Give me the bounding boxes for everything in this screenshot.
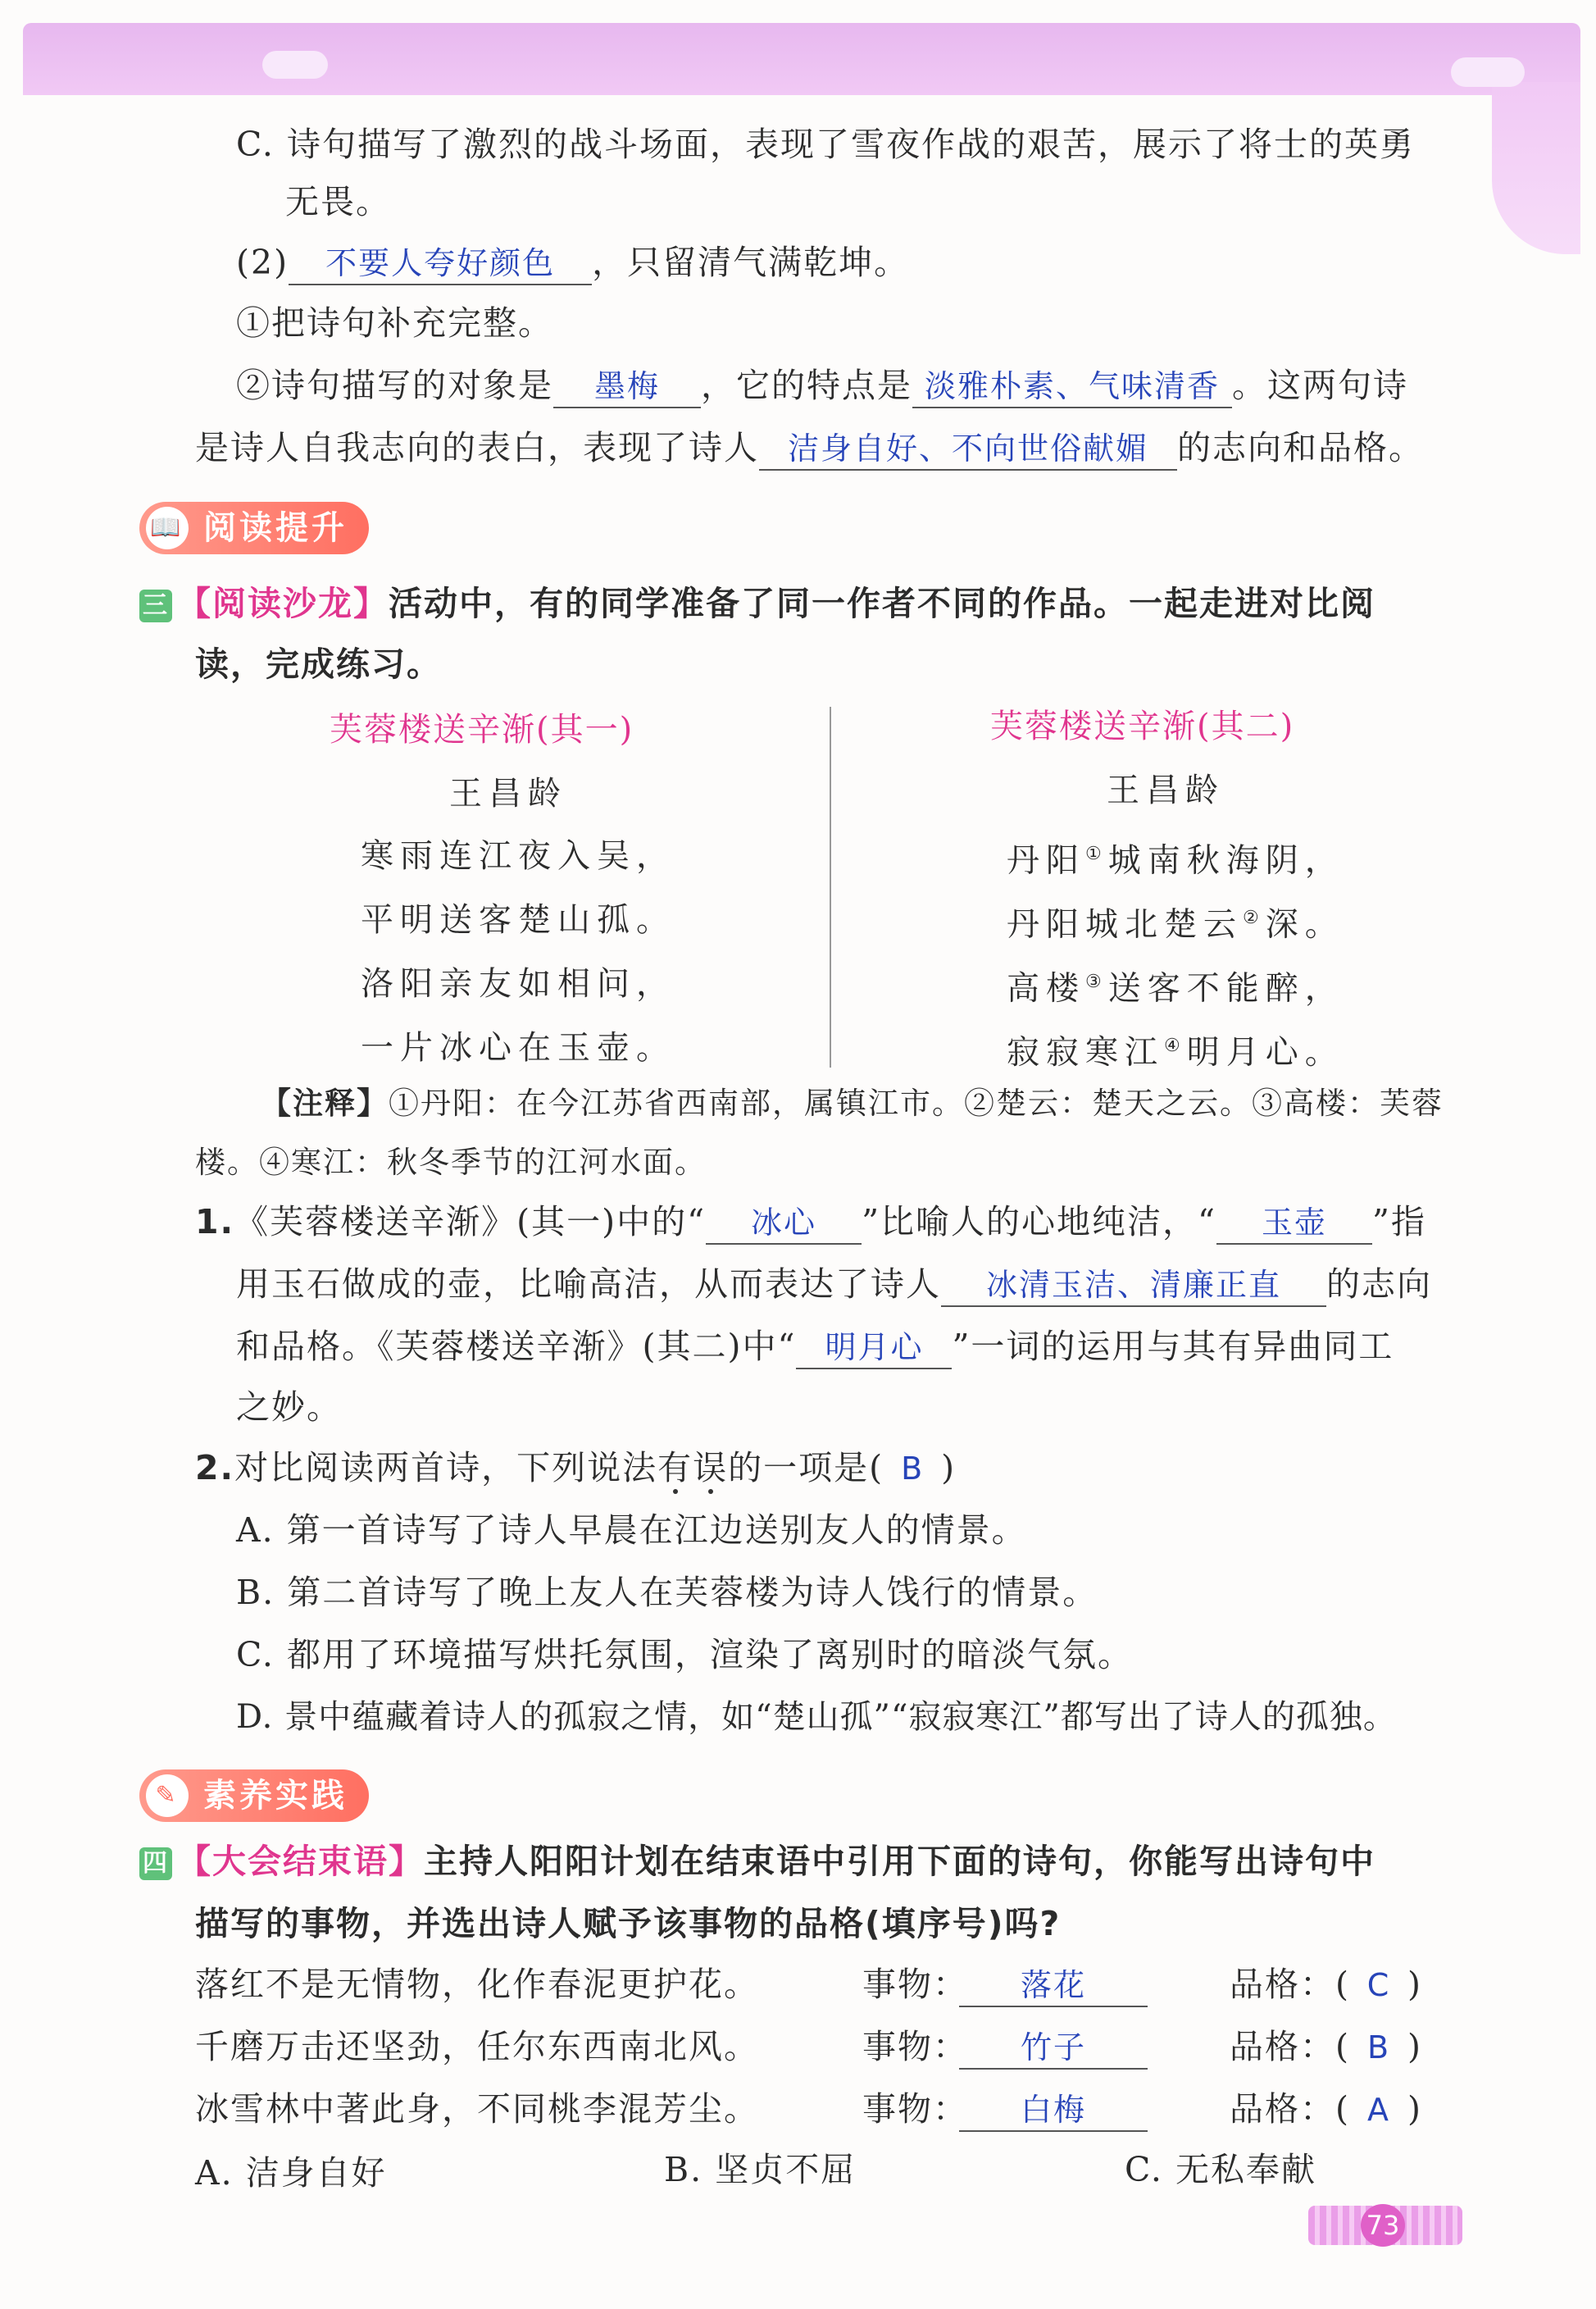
question-2-prefix: (2)	[236, 243, 289, 282]
choice-b: B. 坚贞不屈	[664, 2150, 857, 2189]
option-a: A. 第一首诗写了诗人早晨在江边送别友人的情景。	[236, 1510, 1027, 1550]
poem1-line: 寒雨连江夜入吴，	[361, 837, 675, 875]
question-2-suffix: ，只留清气满乾坤。	[592, 243, 910, 282]
question-3-intro	[139, 581, 1375, 626]
answer-blank[interactable]: 白梅	[959, 2089, 1148, 2132]
quality-answer	[1230, 1961, 1422, 2008]
answer-choice[interactable]: B	[1366, 2029, 1391, 2065]
question-2-mc	[195, 1445, 956, 1492]
section-title: 素养实践	[203, 1777, 348, 1815]
poem1-author: 王昌龄	[449, 775, 567, 813]
answer-blank[interactable]: 冰心	[706, 1202, 862, 1245]
notes-line1	[261, 1081, 1444, 1127]
question-number: 三	[139, 590, 172, 622]
text: 明月心。	[1186, 1033, 1344, 1072]
text: 。这两句诗	[1232, 366, 1408, 405]
text: )	[1407, 2027, 1422, 2066]
answer-choice[interactable]: B	[901, 1451, 925, 1487]
sub-question-2	[236, 362, 1408, 408]
text: 用玉石做成的壶，比喻高洁，从而表达了诗人	[236, 1264, 941, 1304]
notes-tag: 【注释】	[261, 1086, 389, 1121]
answer-blank[interactable]: 玉壶	[1216, 1202, 1372, 1245]
section-title: 阅读提升	[203, 509, 348, 547]
text: 《芙蓉楼送辛渐》(其一)中的“	[234, 1202, 707, 1241]
text: ”比喻人的心地纯洁，“	[862, 1202, 1216, 1241]
sub-question-2-cont	[195, 425, 1424, 471]
text: 的志向和品格。	[1177, 428, 1424, 467]
thing-answer	[959, 2086, 1148, 2132]
choice-c: C. 无私奉献	[1125, 2150, 1316, 2189]
option-c: C. 都用了环境描写烘托氛围，渲染了离别时的暗淡气氛。	[236, 1635, 1133, 1674]
poem-divider	[830, 707, 831, 1068]
text: ”一词的运用与其有异曲同工	[952, 1327, 1394, 1366]
choice-a: A. 洁身自好	[195, 2153, 387, 2193]
text: )	[1407, 1965, 1422, 2004]
quality-answer	[1230, 2086, 1422, 2133]
question-number: 2.	[195, 1448, 235, 1487]
text: 高楼	[1007, 969, 1085, 1008]
text: )	[941, 1448, 957, 1487]
text: 丹阳	[1007, 841, 1085, 880]
note-mark: ③	[1085, 972, 1108, 992]
book-icon: 📖	[146, 507, 189, 549]
option-d: D. 景中蕴藏着诗人的孤寂之情，如“楚山孤”“寂寂寒江”都写出了诗人的孤独。	[236, 1698, 1397, 1736]
text: 丹阳城北楚云	[1007, 905, 1243, 944]
poem2-line	[1007, 959, 1344, 1011]
text: 和品格。《芙蓉楼送辛渐》(其二)中“	[236, 1327, 797, 1366]
answer-blank[interactable]: 不要人夸好颜色	[289, 243, 592, 285]
question-tag: 【大会结束语】	[177, 1842, 424, 1881]
answer-blank[interactable]: 淡雅朴素、气味清香	[912, 366, 1232, 408]
question-number: 1.	[195, 1202, 235, 1241]
text: 是诗人自我志向的表白，表现了诗人	[195, 428, 759, 467]
sub-question-1: ①把诗句补充完整。	[236, 303, 553, 343]
poem2-title: 芙蓉楼送辛渐(其二)	[990, 708, 1295, 745]
quality-answer	[1230, 2024, 1422, 2070]
answer-blank[interactable]: 洁身自好、不向世俗献媚	[759, 428, 1177, 471]
pencil-icon: ✎	[146, 1774, 189, 1817]
question-4-intro-cont: 描写的事物，并选出诗人赋予该事物的品格(填序号)吗?	[195, 1904, 1062, 1943]
option-c-line2: 无畏。	[285, 182, 391, 221]
poem-row: 冰雪林中著此身，不同桃李混芳尘。	[195, 2089, 759, 2129]
text: 城南秋海阴，	[1107, 841, 1344, 880]
text: )	[1407, 2089, 1422, 2129]
question-3-intro-cont: 读，完成练习。	[195, 644, 442, 684]
poem1-line: 洛阳亲友如相问，	[361, 965, 675, 1003]
poem1-line: 一片冰心在玉壶。	[361, 1029, 675, 1067]
poem1-title: 芙蓉楼送辛渐(其一)	[330, 711, 634, 749]
text: 送客不能醉，	[1107, 969, 1344, 1008]
answer-blank[interactable]: 明月心	[796, 1327, 952, 1369]
question-2-fill	[236, 239, 909, 285]
answer-blank[interactable]: 落花	[959, 1965, 1148, 2007]
poem-row: 落红不是无情物，化作春泥更护花。	[195, 1965, 759, 2004]
notes-line2: 楼。④寒江：秋冬季节的江河水面。	[195, 1145, 707, 1180]
cloud-decoration	[262, 51, 328, 79]
answer-blank[interactable]: 冰清玉洁、清廉正直	[941, 1264, 1326, 1307]
poem2-author: 王昌龄	[1107, 772, 1225, 809]
text: 的一项是(	[728, 1448, 884, 1487]
text: ②诗句描写的对象是	[236, 366, 553, 405]
option-b: B. 第二首诗写了晚上友人在芙蓉楼为诗人饯行的情景。	[236, 1573, 1098, 1612]
thing-answer	[959, 1961, 1148, 2007]
text: ，它的特点是	[701, 366, 912, 405]
question-1-line4: 之妙。	[236, 1387, 342, 1427]
question-text: 活动中，有的同学准备了同一作者不同的作品。一起走进对比阅	[389, 584, 1375, 623]
top-banner	[23, 23, 1580, 95]
note-mark: ②	[1243, 908, 1266, 928]
question-1-line2	[236, 1261, 1432, 1307]
poem1-line: 平明送客楚山孤。	[361, 901, 675, 939]
text: 品格：(	[1230, 2027, 1350, 2066]
section-banner-practice	[139, 1769, 369, 1822]
poem2-line	[1007, 895, 1344, 947]
text: 深。	[1265, 905, 1344, 944]
text: ①丹阳：在今江苏省西南部，属镇江市。②楚云：楚天之云。③高楼：芙蓉	[389, 1086, 1444, 1121]
cloud-decoration	[1451, 57, 1525, 87]
text: 对比阅读两首诗，下列说法	[234, 1448, 658, 1487]
thing-answer	[959, 2024, 1148, 2070]
question-tag: 【阅读沙龙】	[177, 584, 389, 623]
emphasis-char: 误	[693, 1448, 729, 1487]
text: 寂寂寒江	[1007, 1033, 1164, 1072]
answer-blank[interactable]: 竹子	[959, 2027, 1148, 2070]
answer-blank[interactable]: 墨梅	[553, 366, 701, 408]
text: 品格：(	[1230, 1965, 1350, 2004]
poem2-line	[1007, 1023, 1344, 1075]
note-mark: ④	[1164, 1036, 1187, 1056]
text: 的志向	[1326, 1264, 1432, 1304]
question-number: 四	[139, 1847, 172, 1880]
text: 品格：(	[1230, 2089, 1350, 2129]
thing-label: 事物：	[862, 1965, 968, 2004]
page-number: 73	[1361, 2204, 1405, 2247]
section-banner-reading	[139, 502, 369, 554]
poem-row: 千磨万击还坚劲，任尔东西南北风。	[195, 2027, 759, 2066]
question-text: 主持人阳阳计划在结束语中引用下面的诗句，你能写出诗句中	[424, 1842, 1375, 1881]
answer-choice[interactable]: A	[1367, 2092, 1390, 2128]
emphasis-char: 有	[657, 1448, 693, 1487]
answer-choice[interactable]: C	[1366, 1967, 1391, 2003]
note-mark: ①	[1085, 844, 1108, 864]
right-side-decoration	[1492, 82, 1580, 254]
option-c-line1: C. 诗句描写了激烈的战斗场面，表现了雪夜作战的艰苦，展示了将士的英勇	[236, 125, 1415, 164]
poem2-line	[1007, 831, 1344, 883]
thing-label: 事物：	[862, 2027, 968, 2066]
question-1-line1	[195, 1199, 1426, 1245]
question-4-intro	[139, 1838, 1375, 1884]
text: ”指	[1371, 1202, 1426, 1241]
question-1-line3	[236, 1323, 1394, 1369]
thing-label: 事物：	[862, 2089, 968, 2129]
